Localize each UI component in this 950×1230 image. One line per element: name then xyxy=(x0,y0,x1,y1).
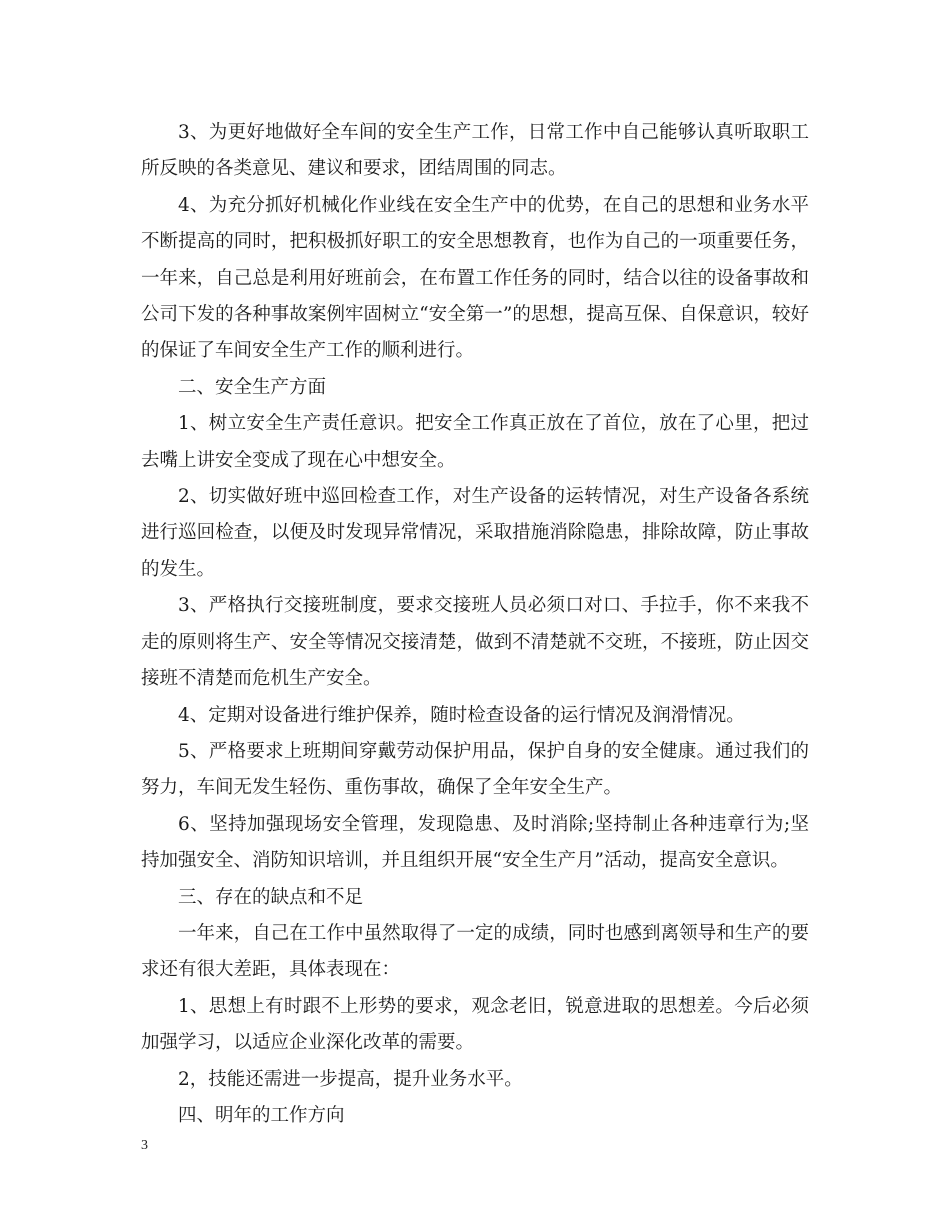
paragraph: 4、定期对设备进行维护保养，随时检查设备的运行情况及润滑情况。 xyxy=(178,704,745,726)
paragraph: 3、为更好地做好全车间的安全生产工作，日常工作中自己能够认真听取职工所反映的各类意见、建议和要求，团结周围的同志。 xyxy=(141,122,809,180)
paragraph: 5、严格要求上班期间穿戴劳动保护用品，保护自身的安全健康。通过我们的努力，车间无发生轻伤、重伤事故，确保了全年安全生产。 xyxy=(141,740,809,799)
section-heading: 四、明年的工作方向 xyxy=(178,1104,345,1126)
paragraph: 一年来，自己在工作中虽然取得了一定的成绩，同时也感到离领导和生产的要求还有很大差距，具体表现在： xyxy=(141,922,809,981)
paragraph: 2，技能还需进一步提高，提升业务水平。 xyxy=(178,1068,523,1090)
paragraph: 1、思想上有时跟不上形势的要求，观念老旧，锐意进取的思想差。今后必须加强学习，以适应企业深化改革的需要。 xyxy=(141,995,809,1054)
page-number: 3 xyxy=(141,1138,148,1153)
paragraph: 1、树立安全生产责任意识。把安全工作真正放在了首位，放在了心里，把过去嘴上讲安全变成了现在心中想安全。 xyxy=(141,413,809,471)
body-text xyxy=(141,115,809,1134)
paragraph: 4、为充分抓好机械化作业线在安全生产中的优势，在自己的思想和业务水平不断提高的同时，把积极抓好职工的安全思想教育，也作为自己的一项重要任务，一年来，自己总是利用好班前会，在布置工作任务的同时，结合以往的设备事故和公司下发的各种事故案例牢固树立“安全第一”的思想，提高互保、自保意识，较好的保证了车间安全生产工作的顺利进行。 xyxy=(141,194,809,362)
paragraph: 6、坚持加强现场安全管理，发现隐患、及时消除;坚持制止各种违章行为;坚持加强安全、消防知识培训，并且组织开展“安全生产月”活动，提高安全意识。 xyxy=(141,813,809,872)
section-heading: 二、安全生产方面 xyxy=(178,376,327,398)
section-heading: 三、存在的缺点和不足 xyxy=(178,886,364,908)
paragraph: 2、切实做好班中巡回检查工作，对生产设备的运转情况，对生产设备各系统进行巡回检查，以便及时发现异常情况，采取措施消除隐患，排除故障，防止事故的发生。 xyxy=(141,486,809,580)
paragraph: 3、严格执行交接班制度，要求交接班人员必须口对口、手拉手，你不来我不走的原则将生产、安全等情况交接清楚，做到不清楚就不交班，不接班，防止因交接班不清楚而危机生产安全。 xyxy=(141,595,809,690)
